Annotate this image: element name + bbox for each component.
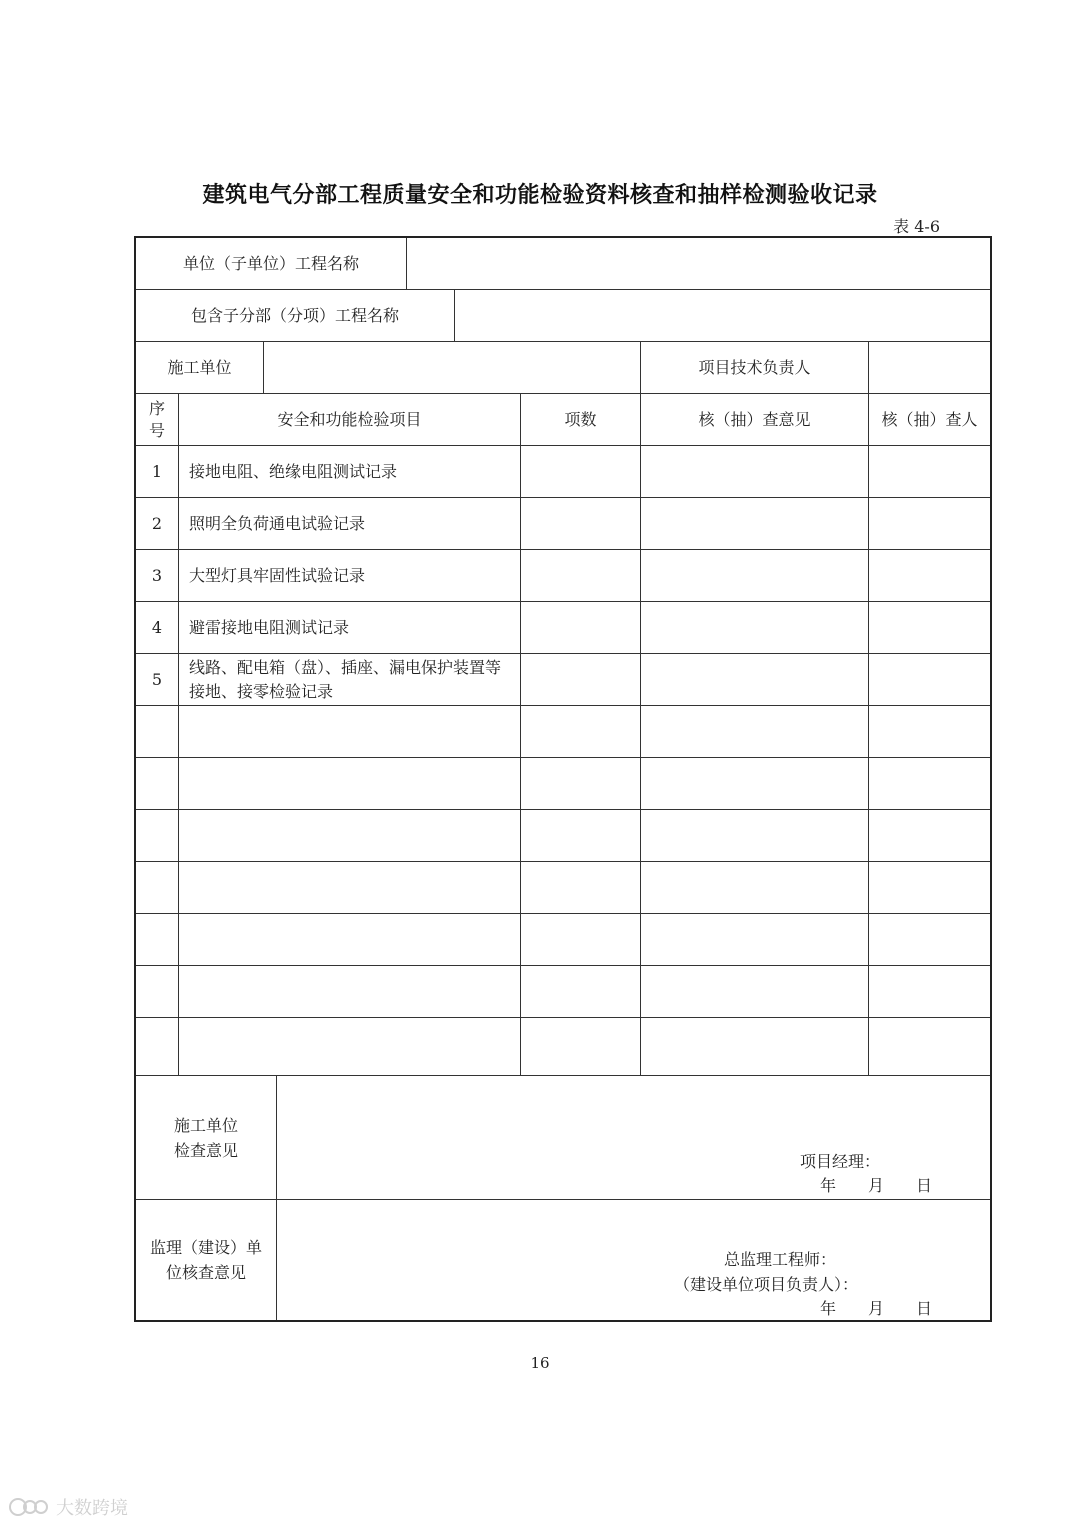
unit-project-row <box>136 238 990 290</box>
empty-item[interactable] <box>178 1018 520 1075</box>
table-row <box>136 446 990 498</box>
empty-opinion[interactable] <box>640 810 868 861</box>
item-seq: 3 <box>151 566 163 585</box>
project-manager-label: 项目经理： <box>800 1152 881 1171</box>
empty-row <box>136 862 990 914</box>
empty-row <box>136 1018 990 1076</box>
empty-opinion[interactable] <box>640 914 868 965</box>
empty-opinion[interactable] <box>640 1018 868 1075</box>
empty-count[interactable] <box>520 862 640 913</box>
sub-project-row <box>136 290 990 342</box>
watermark-logo-icon <box>8 1496 50 1518</box>
item-checker[interactable] <box>868 550 990 601</box>
empty-count[interactable] <box>520 966 640 1017</box>
chief-supervisor-label: 总监理工程师： <box>724 1250 837 1269</box>
empty-count[interactable] <box>520 706 640 757</box>
item-checker[interactable] <box>868 654 990 705</box>
item-name: 避雷接地电阻测试记录 <box>178 602 520 653</box>
item-checker[interactable] <box>868 602 990 653</box>
table-row <box>136 550 990 602</box>
page-number: 16 <box>530 1354 550 1372</box>
table-row <box>136 654 990 706</box>
col-seq-header: 序 号 <box>148 398 165 440</box>
empty-checker[interactable] <box>868 914 990 965</box>
empty-seq[interactable] <box>136 966 178 1017</box>
empty-seq[interactable] <box>136 862 178 913</box>
item-count[interactable] <box>520 498 640 549</box>
item-seq: 4 <box>151 618 163 637</box>
empty-item[interactable] <box>178 862 520 913</box>
empty-checker[interactable] <box>868 810 990 861</box>
item-count[interactable] <box>520 550 640 601</box>
item-opinion[interactable] <box>640 602 868 653</box>
empty-count[interactable] <box>520 758 640 809</box>
watermark-text: 大数跨境 <box>56 1498 128 1519</box>
watermark <box>8 1494 128 1520</box>
empty-seq[interactable] <box>136 758 178 809</box>
supervision-check-label: 监理（建设）单 位核查意见 <box>149 1238 262 1282</box>
tech-leader-label: 项目技术负责人 <box>640 342 868 393</box>
construction-unit-label: 施工单位 <box>167 358 232 377</box>
empty-item[interactable] <box>178 758 520 809</box>
sub-project-value[interactable] <box>454 290 990 341</box>
empty-seq[interactable] <box>136 706 178 757</box>
empty-opinion[interactable] <box>640 706 868 757</box>
item-checker[interactable] <box>868 498 990 549</box>
unit-project-value[interactable] <box>406 238 990 289</box>
empty-checker[interactable] <box>868 966 990 1017</box>
item-count[interactable] <box>520 446 640 497</box>
construction-check-section <box>136 1076 990 1200</box>
empty-row <box>136 914 990 966</box>
empty-item[interactable] <box>178 966 520 1017</box>
item-name: 照明全负荷通电试验记录 <box>178 498 520 549</box>
item-count[interactable] <box>520 602 640 653</box>
inspection-record-table <box>134 236 992 1322</box>
table-row <box>136 498 990 550</box>
empty-checker[interactable] <box>868 862 990 913</box>
empty-count[interactable] <box>520 914 640 965</box>
document-title: 建筑电气分部工程质量安全和功能检验资料核查和抽样检测验收记录 <box>202 183 878 208</box>
item-opinion[interactable] <box>640 550 868 601</box>
construction-unit-row <box>136 342 990 394</box>
empty-row <box>136 706 990 758</box>
table-row <box>136 602 990 654</box>
empty-seq[interactable] <box>136 914 178 965</box>
empty-checker[interactable] <box>868 758 990 809</box>
item-opinion[interactable] <box>640 654 868 705</box>
item-count[interactable] <box>520 654 640 705</box>
empty-item[interactable] <box>178 706 520 757</box>
item-name: 接地电阻、绝缘电阻测试记录 <box>178 446 520 497</box>
empty-opinion[interactable] <box>640 862 868 913</box>
item-checker[interactable] <box>868 446 990 497</box>
empty-count[interactable] <box>520 1018 640 1075</box>
col-count-header: 项数 <box>520 394 640 445</box>
sub-project-label: 包含子分部（分项）工程名称 <box>190 306 399 325</box>
empty-checker[interactable] <box>868 706 990 757</box>
construction-check-label: 施工单位 检查意见 <box>173 1115 238 1160</box>
empty-count[interactable] <box>520 810 640 861</box>
supervision-check-date: 年 月 日 <box>820 1299 933 1318</box>
empty-item[interactable] <box>178 810 520 861</box>
construction-check-date: 年 月 日 <box>820 1176 933 1195</box>
empty-item[interactable] <box>178 914 520 965</box>
column-header-row <box>136 394 990 446</box>
item-seq: 1 <box>151 462 163 481</box>
item-opinion[interactable] <box>640 498 868 549</box>
supervision-check-section <box>136 1200 990 1320</box>
item-seq: 5 <box>151 670 163 689</box>
empty-opinion[interactable] <box>640 758 868 809</box>
item-opinion[interactable] <box>640 446 868 497</box>
item-seq: 2 <box>151 514 163 533</box>
owner-project-leader-label: （建设单位项目负责人）： <box>674 1275 859 1294</box>
construction-unit-value[interactable] <box>263 342 640 393</box>
tech-leader-value[interactable] <box>868 342 990 393</box>
empty-row <box>136 758 990 810</box>
table-number: 表 4-6 <box>893 217 940 236</box>
empty-opinion[interactable] <box>640 966 868 1017</box>
col-checker-header: 核（抽）查人 <box>868 394 990 445</box>
item-name: 线路、配电箱（盘）、插座、漏电保护装置等接地、接零检验记录 <box>178 654 520 705</box>
empty-seq[interactable] <box>136 810 178 861</box>
empty-row <box>136 810 990 862</box>
empty-row <box>136 966 990 1018</box>
col-item-header: 安全和功能检验项目 <box>178 394 520 445</box>
empty-checker[interactable] <box>868 1018 990 1075</box>
item-name: 大型灯具牢固性试验记录 <box>178 550 520 601</box>
col-opinion-header: 核（抽）查意见 <box>640 394 868 445</box>
empty-seq[interactable] <box>136 1018 178 1075</box>
unit-project-label: 单位（子单位）工程名称 <box>182 254 359 273</box>
